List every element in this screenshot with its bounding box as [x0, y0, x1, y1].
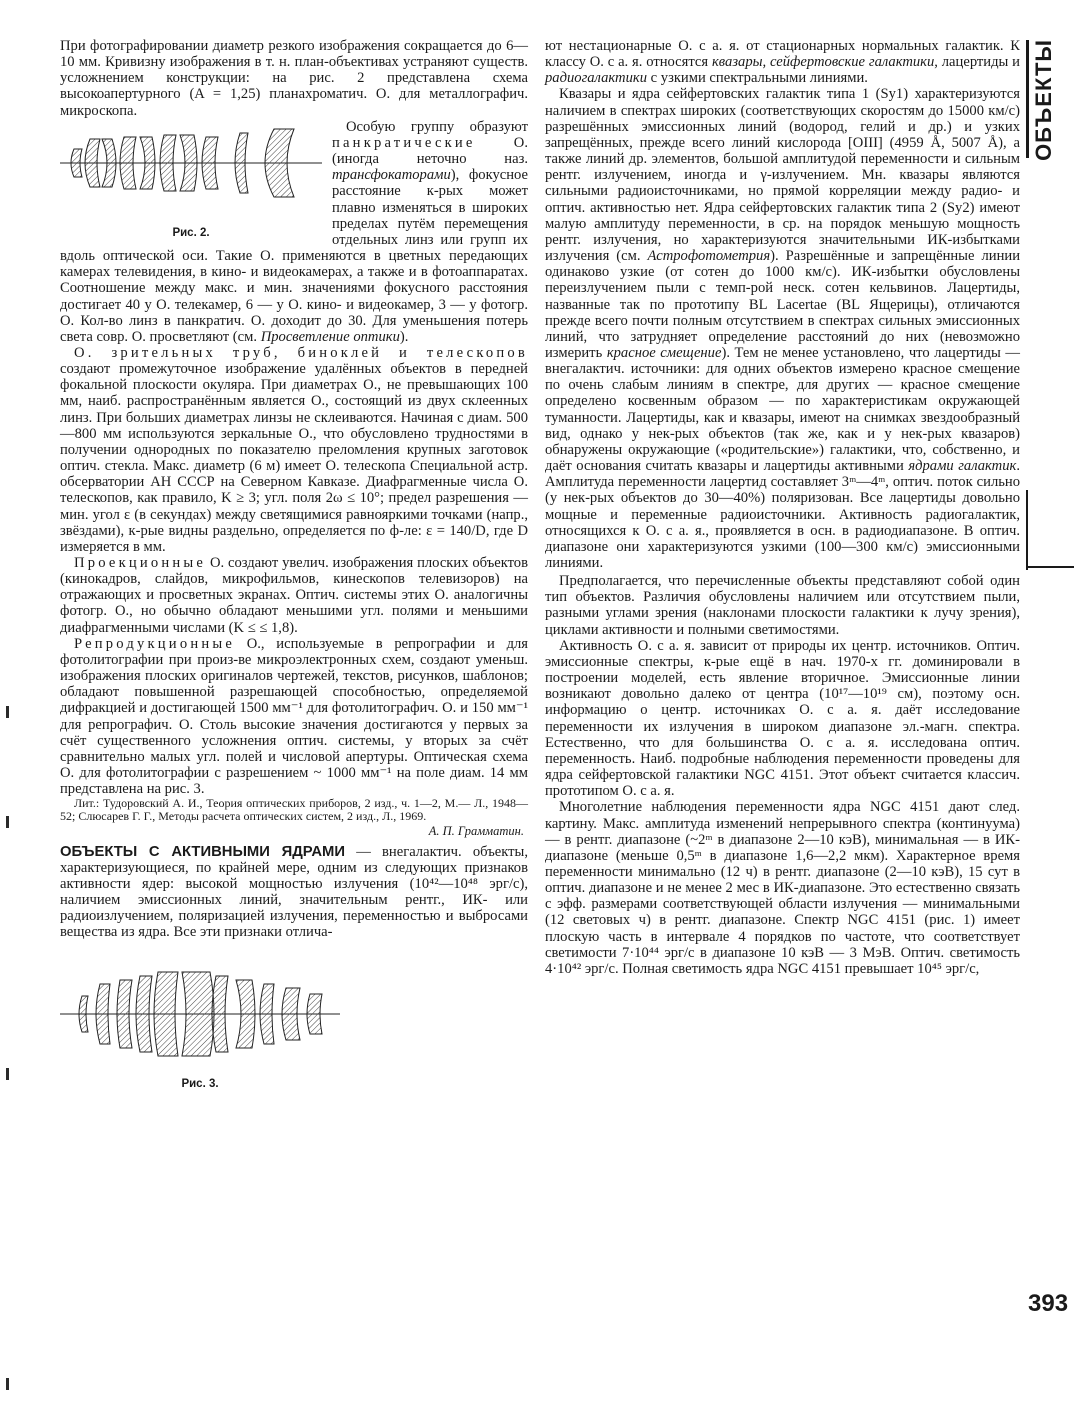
article-heading: ОБЪЕКТЫ С АКТИВНЫМИ ЯДРАМИ [60, 843, 345, 860]
paragraph: Проекционные О. создают увелич. изображения плоских объектов (кинокадров, слайдов, микрофильмов, кинескопов телевизоров) на отражающих и просветных экранах. Оптич. системы этих О. аналогичны фотогр. О., но обычно обладают меньшими угл. полями и меньшими диафрагменными числами (K ≤ ≤ 1,8). [60, 555, 528, 636]
figure-3-caption: Рис. 3. [181, 1078, 219, 1090]
left-margin-mark [6, 706, 9, 718]
left-column [60, 38, 528, 940]
left-margin-mark [6, 816, 9, 828]
lens-diagram-fig3 [60, 966, 340, 1072]
margin-tick [1026, 566, 1074, 568]
author: А. П. Грамматин. [428, 824, 524, 839]
page-number: 393 [1028, 1290, 1069, 1317]
running-head: ОБЪЕКТЫ [1031, 39, 1057, 161]
paragraph: О. зрительных труб, биноклей и телескопов создают промежуточное изображение удалённых объектов в передней фокальной плоскости окуляра. При диаметрах О., не превышающих 100 мм, наиб. распространённым является О., состоящий из двух склеенных линз. При больших диаметрах линзы не склеиваются. Начиная с диам. 500—800 мм используются зеркальные О., что обусловлено трудностями в получении однородных по показателю преломления крупных заготовок оптич. стекла. Макс. диаметр (6 м) имеет О. телескопа Специальной астр. обсерватории АН СССР на Северном Кавказе. Диафрагменные числа О. телескопов, как правило, K ≥ 3; угл. поля 2ω ≤ 10°; предел разрешения — мин. угол ε (в секундах) между светящимися равнояркими точками (напр., звёздами), к-рые видны раздельно, определяется по ф-ле: ε = 140/D, где D измеряется в мм. [60, 344, 528, 555]
paragraph: Активность О. с а. я. зависит от природы их центр. источников. Оптич. эмиссионные спектры, к-рые ещё в нач. 1970-х гг. доминировали в построении моделей, есть явление вторичное. Эмиссионные линии возникают довольно далеко от центра (10¹⁷—10¹⁹ см), поэтому осн. информацию о центр. источниках О. с а. я. даёт исследование переменности их излучения в широком диапазоне эл.-магн. спектра. Естественно, что для большинства О. с а. я. исследована оптич. переменность. Наиб. подробные наблюдения переменности проведены для ядра сейфертовской галактики NGC 4151. Этот объект считается классич. прототипом О. с а. я. [545, 637, 1020, 800]
right-column [545, 38, 1020, 977]
figure-3-graphic [60, 966, 340, 1090]
figure-2-caption: Рис. 2. [172, 226, 210, 239]
paragraph: Особую группу образуют панкратические О. (иногда неточно наз. трансфокаторами), фокусное расстояние к-рых может плавно изменяться в широких пределах путём перемещения отдельных линз или групп их вдоль оптической оси. Такие О. применяются в цветных передающих камерах телевидения, в кино- и видеокамерах, а также и в фотоаппаратах. Соотношение между макс. и мин. значениями фокусного расстояния достигает 40 у О. телекамер, 6 — у О. кино- и видеокамер, 3 — у фотогр. О. Кол-во линз в панкратич. О. доходит до 30. Для уменьшения потерь света совр. О. просветляют (см. Просветление оптики). [60, 118, 528, 345]
paragraph: ют нестационарные О. с а. я. от стационарных нормальных галактик. К классу О. с а. я. относятся квазары, сейфертовские галактики, лацертиды и радиогалактики с узкими спектральными линиями. [545, 38, 1020, 87]
margin-rule-mid [1026, 490, 1028, 570]
figure-2 [60, 123, 322, 241]
paragraph: Предполагается, что перечисленные объекты представляют собой один тип объектов. Различия обусловлены наличием или отсутствием пыли, разными углами зрения (наклонами плоскости галактики к лучу зрения), циклами активности и полными светимостями. [545, 573, 1020, 638]
lens-diagram-fig2 [60, 123, 322, 223]
left-margin-mark [6, 1378, 9, 1390]
article-start: ОБЪЕКТЫ С АКТИВНЫМИ ЯДРАМИ — внегалактич. объекты, характеризующиеся, по крайней мере, одним из следующих признаков активности ядер: высокой мощностью излучения (10⁴²—10⁴⁸ эрг/с), наличием эмиссионных линий, значительным рентг., ИК- или радиоизлучением, поляризацией излучения, переменностью и выбросами вещества из ядра. Все эти признаки отлича- [60, 843, 528, 941]
left-margin-mark [6, 1068, 9, 1080]
paragraph: Квазары и ядра сейфертовских галактик типа 1 (Sy1) характеризуются наличием в спектрах широких (соответствующих скоростям до 15000 км/с) разрешённых эмиссионных линий (водород, гелий и др.) и узких запрещённых, прежде всего линий кислорода [OIII] (4959 Å, 5007 Å), а также линий др. элементов, большой амплитудой переменности и сильным рентг. излучением, иногда и γ-излучением. Мн. квазары являются сильными радиоисточниками, но прямой корреляции между радио- и оптич. активностью нет. Ядра сейфертовских галактик типа 2 (Sy2) имеют малую амплитуду переменности, в ср. на порядок меньшую мощность рентг. излучения, но характеризуются значительными ИК-избытками излучения (см. Астрофотометрия). Разрешённые и запрещённые линии одинаково узкие (от сотен до 1000 км/с). ИК-избытки обусловлены переизлучением пыли с темп-рой неск. сотен кельвинов. Лацертиды, названные так по прототипу BL Lacertae (BL Ящерицы), отличаются прежде всего почти полным отсутствием в спектрах сильных эмиссионных линий, что затрудняет определение расстояний до них (невозможно измерить красное смещение). Тем не менее установлено, что лацертиды — внегалактич. источники: для одних объектов измерено красное смещение по очень слабым линиям в спектре, для других — красное смещение определено косвенным образом — по характеристикам окружающей туманности. Лацертиды, как и квазары, имеют на снимках звездообразный вид, однако у нек-рых объектов (так же, как и у нек-рых квазаров) обнаружены окружающие («родительские») галактики, что, собственно, и даёт основания считать квазары и лацертиды активными ядрами галактик. Амплитуда переменности лацертид составляет 3ᵐ—4ᵐ, оптич. поток сильно (у нек-рых объектов до 30—40%) поляризован. Все лацертиды довольно мощные и переменные радиоисточники. Активность радиогалактик, относящихся к О. с а. я., проявляется в осн. в радиодиапазоне. В оптич. диапазоне они характеризуются узкими (100—300 км/с) эмиссионными линиями. [545, 86, 1020, 571]
literature: Лит.: Тудоровский А. И., Теория оптических приборов, 2 изд., ч. 1—2, М.— Л., 1948—52; Слюсарев Г. Г., Методы расчета оптических систем, 2 изд., Л., 1969. [60, 796, 528, 824]
paragraph: Репродукционные О., используемые в репрографии и для фотолитографии при произ-ве микроэлектронных схем, создают уменьш. изображения плоских оригиналов чертежей, текстов, рисунков, шаблонов; обладают повышенной разрешающей способностью, определяемой дифракцией и достигающей 1500 мм⁻¹ для фотолитографич. О. и 150 мм⁻¹ для репрографич. О. Столь высокие значения достигаются у первых за счёт существенного усложнения оптич. системы, у вторых за счёт сравнительно малых угл. полей и числовой апертуры. Оптическая схема О. для фотолитографии с разрешением ~ 1000 мм⁻¹ на поле диам. 14 мм представлена на рис. 3. [60, 635, 528, 798]
paragraph: Многолетние наблюдения переменности ядра NGC 4151 дают след. картину. Макс. амплитуда изменений непрерывного спектра (континуума) — в рентг. диапазоне (~2ᵐ в диапазоне 2—10 кэВ), минимальная — в ИК-диапазоне (меньше 0,5ᵐ в диапазоне 1,6—2,2 мкм). Характерное время переменности минимально (12 ч) в рентг. диапазоне (2—10 кэВ), 15 сут в оптич. диапазоне и не менее 2 мес в ИК-диапазоне. Это естественно связать с эфф. размерами соответствующей области излучения — минимальными (12 световых ч) в рентг. диапазоне. Спектр NGC 4151 (рис. 1) имеет плоскую часть в интервале 4 порядков по частоте, что соответствует светимости 7·10⁴⁴ эрг/с в диапазоне 10 кэВ — 3 МэВ. Оптич. светимость 4·10⁴² эрг/с. Полная светимость ядра NGC 4151 превышает 10⁴⁵ эрг/с, [545, 799, 1020, 977]
paragraph: При фотографировании диаметр резкого изображения сокращается до 6—10 мм. Кривизну изображения в т. н. план-объективах устраняют существ. усложнением конструкции: на рис. 2 представлена схема высокоапертурного (A = 1,25) планахроматич. О. для металлографич. микроскопа. [60, 38, 528, 119]
margin-rule-top [1026, 40, 1029, 158]
